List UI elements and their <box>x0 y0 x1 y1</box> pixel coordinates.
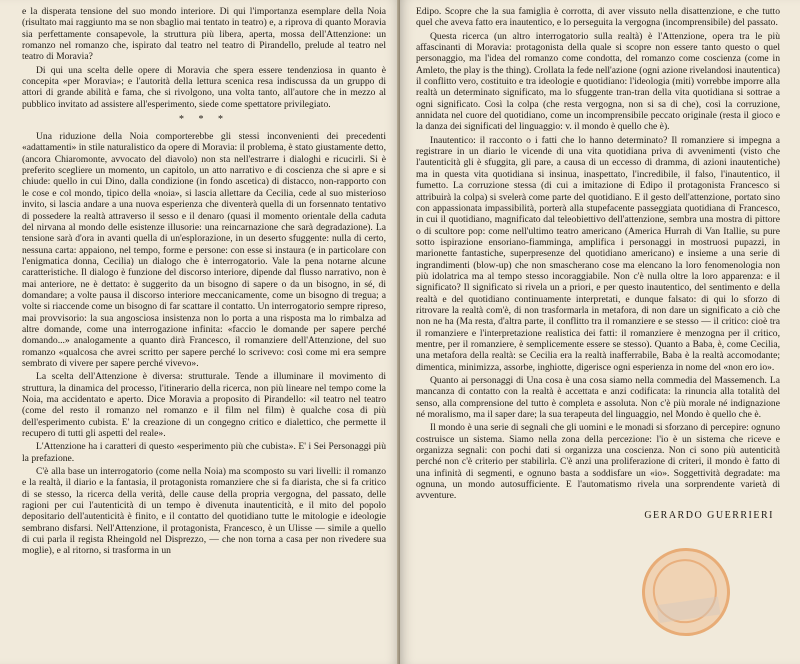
right-paragraph-3: Inautentico: il racconto o i fatti che lo hanno determinato? Il romanziere si impegna a registrare in un diario le vicende di una vita quotidiana priva di avvenimenti (visto che l'autenticità gli è sfuggita, gli pare, a causa di un eccesso di dramma, di azioni inautentiche) ma in questa vita quotidiana si insinua, inaspettato, l'incredibile, il falso, l'inautentico, il fumetto. La corruzione stessa (di cui a imitazione di Edipo il protagonista Francesco si attribuirà la colpa) si svelerà come parte del quotidiano. E il gesto dell'attenzione, portato sino con appassionata impassibilità, porterà alla stupefacente passeggiata quotidiana di Francesco, in cui il quotidiano, magnificato dal teleobiettivo dell'attenzione, sembra una mostra di pittore o di scultore pop: come nell'ultimo teatro americano (America Hurrah di Van Itallie, su pure sotto ispirazione ensoriano-fiamminga, amplifica i personaggi in mostruosi pupazzi, in marionette fantastiche, superpresenze del quotidiano americano) e insieme a una serie di ingrandimenti (blow-up) che non smascherano cose ma elencano la loro fenomenologia non più idolatrica ma al tempo stesso incoraggiabile. Non c'è nulla oltre la loro apparenza: e il significato? Il significato si rivela un a priori, e per questo inautentico, del sentimento e della realtà e del quotidiano continuamente interpretati, e dunque falsato: di qui lo sforzo di ritrovare la realtà com'è, di non trasformarla in metafora, di non dare un significato a ciò che non ne ha (Ma resta, d'altra parte, il conflitto tra il romanziere e se stesso — il critico: cioè tra il romanziere e l'interpretazione realistica dei fatti: il romanziere è menzogna per il critico, mentre, per il romanziere, è semplicemente essere se stesso). Quanto a Baba, è, come Cecilia, una metafora della realtà: se Cecilia era la realtà inafferrabile, Baba è la realtà accomodante; dimentica, minimizza, assorbe, inghiotte, digerisce ogni esperienza in nome del «non ero io». <box>416 134 780 373</box>
right-paragraph-2: Questa ricerca (un altro interrogatorio sulla realtà) è l'Attenzione, opera tra le più affascinanti di Moravia: protagonista della quale si scopre non essere tanto questo o quel personaggio, ma l'idea del romanzo come condotta, del romanzo come coscienza (come in Amleto, the play is the thing). Crollata la fede nell'azione (ogni azione rivelandosi inautentica) il conflitto vero, costituito e tra ideologie e quotidiano: l'ideologia (miti) vorrebbe imporre alla realtà un determinato significato, ma lo sfuggente tran-tran della vita quotidiana si sottrae a ogni significato. Così la colpa (che resta vergogna, non si sa di che), così la corruzione, annidata nel cuore del quotidiano, come un incomprensibile peccato originale (resta il gioco e la danza dei significati del linguaggio: v. il mondo è quello che è). <box>416 30 780 133</box>
right-paragraph-5: Il mondo è una serie di segnali che gli uomini e le monadi si sforzano di percepire: ognuno costruisce un sistema. Siamo nella zona della percezione: l'io è un sistema che riceve e organizza segnali: con pochi dati si organizza una coscienza. Non ci sono più autenticità perché non c'è criterio per stabilirla. C'è anzi una proliferazione di criteri, il mondo è fatto di una infinità di segmenti, e ognuno basta a soddisfare un «io». Soggettività degradate: ma ognuna, un mondo autosufficiente. E l'automatismo rivela una sorprendente varietà di avventure. <box>416 422 780 502</box>
left-paragraph-4: La scelta dell'Attenzione è diversa: strutturale. Tende a illuminare il movimento di struttura, la dinamica del processo, l'itinerario della ricerca, non più lineare nel tempo come la Noia, ma accidentato e aperto. Dice Moravia a proposito di Pirandello: «il teatro nel teatro (come del resto il romanzo nel romanzo e il film nel film) è qualche cosa di più dell'esperimento cubista. E' la creazione di un congegno critico e dialettico, che permette il recupero di tutti gli aspetti del reale». <box>22 371 386 440</box>
library-stamp <box>636 542 735 641</box>
left-paragraph-1: e la disperata tensione del suo mondo interiore. Di qui l'importanza esemplare della Noia (risultato mai raggiunto ma se non sbaglio mai tentato in teatro) e, a riprova di quanto Moravia sia perfettamente consapevole, la struttura più libera, aperta, mossa dell'Attenzione: un romanzo nel romanzo che, ispirato dal teatro nel teatro di Pirandello, prelude al teatro nel teatro di Moravia? <box>22 6 386 63</box>
right-paragraph-1: Edipo. Scopre che la sua famiglia è corrotta, di aver vissuto nella disattenzione, e che tutto quel che aveva fatto era inautentico, e lo perseguita la vergogna (incomprensibile) del passato. <box>416 6 780 29</box>
left-paragraph-6: C'è alla base un interrogatorio (come nella Noia) ma scomposto su vari livelli: il romanzo e la realtà, il diario e la fantasia, il protagonista romanziere che si fa diarista, che si fa critico di se stesso, la ricerca della verità, delle cause della propria vergogna, del passato, delle ragioni per cui l'autenticità di un tempo è divenuta inautenticità, e il mito del popolo depositario dell'autenticità è finito, e il contatto del quotidiano tutte le mitologie e ideologie sembrano disfarsi. Nell'Attenzione, il protagonista, Francesco, è un Ulisse — simile a quello di cui parla il regista Rheingold nel Disprezzo, — che non torna a casa per non rivedere sua moglie), e al ritorno, si trasforma in un <box>22 466 386 557</box>
right-paragraph-4: Quanto ai personaggi di Una cosa è una cosa siamo nella commedia del Massemench. La mancanza di contatto con la realtà è accettata e anzi codificata: la rinuncia alla totalità del senso, alla comprensione del tutto è completa e assoluta. Non c'è più morale né indignazione né moralismo, ma il saper dare; la sua terapeuta del linguaggio, nel Mondo è quello che è. <box>416 375 780 421</box>
author-signature: GERARDO GUERRIERI <box>644 509 774 521</box>
left-paragraph-3: Una riduzione della Noia comporterebbe gli stessi inconvenienti dei precedenti «adattamenti» in stile naturalistico da opere di Moravia: il problema, è stato giustamente detto, (ancora Chiaromonte, avvocato del diavolo) non sta nell'estrarre i dialoghi e ricucirli. Si è preferito scegliere un momento, un capitolo, un atto narrativo e di coscienza che si apre e si chiude: quello in cui Dino, dalla condizione (in fondo ascetica) di distacco, non-rapporto con le cose e col mondo, tipico della «noia», si lascia allettare da Cecilia, cede al suo misterioso invito, si lascia andare a una nuova esperienza che diventerà quella di un forsennato tentativo di possedere la realtà attraverso il sesso e il denaro (quasi il momento orientale della caduta del nirvana al mondo delle esistenze illusorie: una reincarnazione che sarà degradazione). La tensione sarà d'ora in avanti quella di un'esplorazione, in un deserto sfuggente: nulla di certo, nessuna carta: appaiono, nel tempo, forme e persone: con esse si instaura (e in particolare con l'enigmatica donna, Cecilia) un dialogo che è interrogatorio. Vale la pena notarne alcune caratteristiche. Il dialogo è funzione del discorso interiore, dipende dal flusso narrativo, non è mai anteriore, ne è dettato: è suggerito da un bisogno di sapere o da un bisogno, in sé, di domandare; a volte pausa il discorso interiore meccanicamente, come un bisogno di tregua; a volte si riaccende come un bisogno di far scattare il contatto. Un interrogatorio sempre ripreso, mai provvisorio: la sua angosciosa insistenza non lo porta a una risposta ma lo rimbalza ad altre domande, come una interrogazione infinita: «faccio le domande per sapere perché domando...» analogamente a quanto dirà Francesco, il romanziere dell'Attenzione, del suo romanzo «qualcosa che avrei scritto per sapere perché lo scrivevo: così come mi era sempre sembrato di vivere per sapere perché vivevo». <box>22 131 386 369</box>
left-paragraph-2: Di qui una scelta delle opere di Moravia che spera essere tendenziosa in quanto è concepita «per Moravia»; e l'autorità della lettura scenica resa indiscussa da un gruppo di attori di grande abilità e fama, che si rivolgono, una volta tanto, all'autore che in mezzo al pubblico invitato ad assistere all'esperimento, siede come spettatore privilegiato. <box>22 64 386 110</box>
section-separator: * * * <box>179 114 229 126</box>
left-paragraph-5: L'Attenzione ha i caratteri di questo «esperimento più che cubista». E' i Sei Personaggi più la prefazione. <box>22 441 386 464</box>
right-page <box>400 0 800 664</box>
